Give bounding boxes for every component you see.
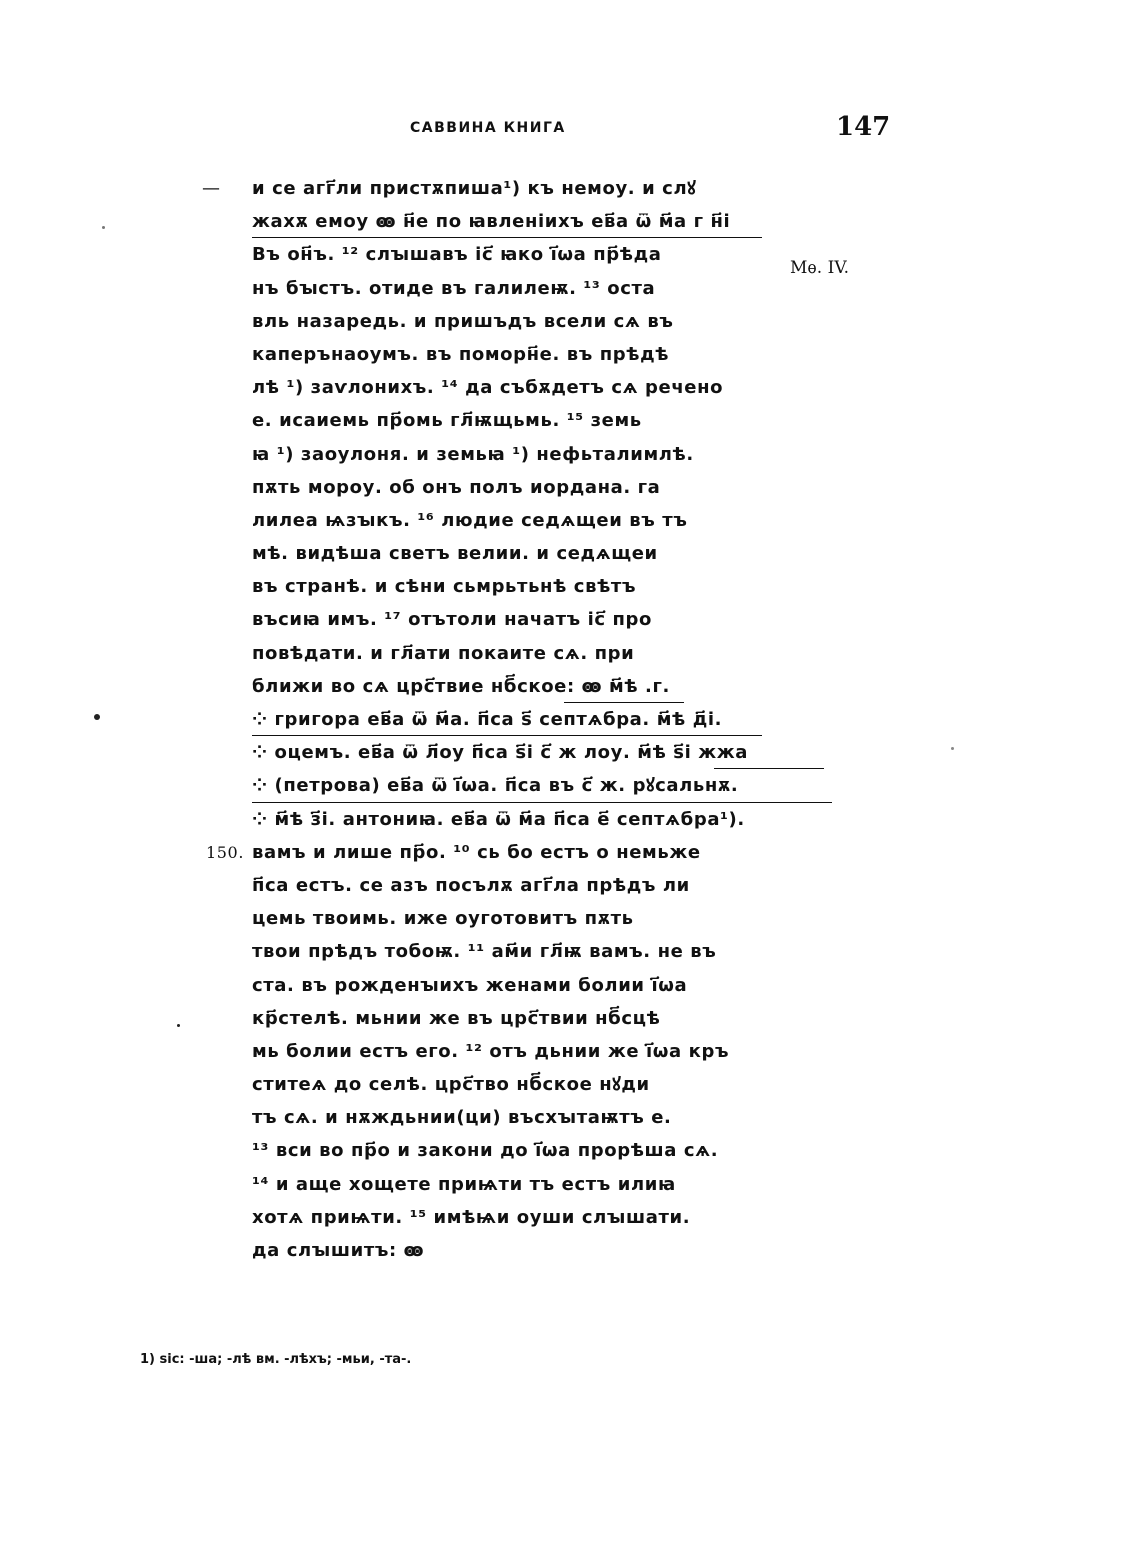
text-line: 150. вамъ и лише пр҃о. ¹⁰ сь бо естъ о немьже (252, 836, 852, 869)
text-line: мь болии естъ его. ¹² отъ дьнии же і҃ѡа кръ (252, 1040, 730, 1062)
running-title: САВВИНА КНИГА (410, 120, 566, 136)
text-line: мѣ. видѣша светъ велии. и седѧщеи (252, 543, 658, 565)
text-line: Въ он҃ъ. ¹² слꙑшавъ іс҃ ꙗко і҃ѡа пр҃ѣда (252, 244, 662, 266)
text-line: кр҃стелѣ. мьнии же въ црс҃твии нб҃сцѣ (252, 1007, 661, 1029)
text-line: цемь твоимь. иже оуготовитъ пѫть (252, 908, 634, 930)
scan-speck (951, 747, 954, 750)
text-line: твои прѣдъ тобоѭ. ¹¹ ам҃и гл҃ѭ вамъ. не въ (252, 941, 717, 963)
text-line: повѣдати. и гл҃ати покаите сѧ. при (252, 642, 635, 664)
text-line: пѫть мороу. об онъ полъ иордана. га (252, 476, 661, 498)
text-line: да слꙑшитъ: ꙭ (252, 1240, 425, 1261)
scan-speck (177, 1024, 180, 1027)
text-line: въ странѣ. и сѣни сьмрьтьнѣ свѣтъ (252, 576, 637, 598)
text-line: ⁘ м҃ѣ з҃і. антониꙗ. ев҃а ѿ м҃а п҃са е҃ септѧбра¹). (252, 808, 745, 830)
text-line: — и се агг҃ли пристѫпиша¹) къ немоу. и слꙋ (252, 172, 852, 205)
dash-mark: — (202, 178, 221, 199)
text-line: ста. въ рожденꙑихъ женами болии і҃ѡа (252, 974, 688, 996)
text-line: лѣ ¹) заѵлонихъ. ¹⁴ да събѫдетъ сѧ речено (252, 377, 724, 399)
text-line: жахѫ емоу ꙭ н҃е по ꙗвленіихъ ев҃а ѿ м҃а г н҃і (252, 205, 852, 238)
text-line: ститеѧ до селѣ. црс҃тво нб҃ское нꙋди (252, 1074, 650, 1096)
text-line: нъ бꙑстъ. отиде въ галилеѭ. ¹³ оста (252, 277, 656, 299)
text-line: ⁘ григора ев҃а ѿ м҃а. п҃са ѕ҃ септѧбра. м҃ѣ д҃і. (252, 703, 852, 736)
main-text (202, 172, 852, 1267)
text-line: п҃са естъ. се азъ посълѫ агг҃ла прѣдъ ли (252, 874, 690, 896)
text-line: каперънаоумъ. въ поморн҃е. въ прѣдѣ (252, 343, 670, 365)
text-line: лилеа ѩзꙑкъ. ¹⁶ людие седѧщеи въ тъ (252, 509, 688, 531)
text-line: ꙗ ¹) заоулоня. и земьꙗ ¹) нефьталимлѣ. (252, 443, 694, 465)
text-line: вль назаредь. и пришъдъ всели сѧ въ (252, 310, 674, 332)
text-line: ⁘ (петрова) ев҃а ѿ і҃ѡа. п҃са въ с҃ ж. рꙋсальнѫ. (252, 769, 852, 802)
text-line: тъ сѧ. и нѫждьнии(ци) въсхꙑтаѭтъ е. (252, 1107, 672, 1129)
line-number: 150. (206, 842, 245, 862)
scan-speck (102, 226, 105, 229)
scan-speck (94, 714, 100, 720)
page-number: 147 (836, 112, 891, 142)
text-line: ближи во сѧ црс҃твие нб҃ское: ꙭ м҃ѣ .г. (252, 670, 852, 703)
text-line: ¹⁴ и аще хощете приѩти тъ естъ илиꙗ (252, 1173, 676, 1195)
text-line: ¹³ вси во пр҃о и закони до і҃ѡа прорѣша сѧ. (252, 1140, 719, 1162)
text-line: ⁘ оцемъ. ев҃а ѿ л҃оу п҃са ѕ҃і с҃ ж лоу. м҃ѣ ѕ҃і жжа (252, 736, 852, 769)
text-line: хотѧ приѩти. ¹⁵ имѣѩи оуши слꙑшати. (252, 1206, 691, 1228)
text-line: е. исаиемь пр҃омь гл҃ѭщьмь. ¹⁵ земь (252, 410, 642, 432)
margin-reference: Мѳ. IV. (790, 258, 850, 278)
footnote: 1) sic: -ша; -лѣ вм. -лѣхъ; -мьи, -та-. (140, 1352, 412, 1367)
text-line: въсиꙗ имъ. ¹⁷ отътоли начатъ іс҃ про (252, 609, 653, 631)
